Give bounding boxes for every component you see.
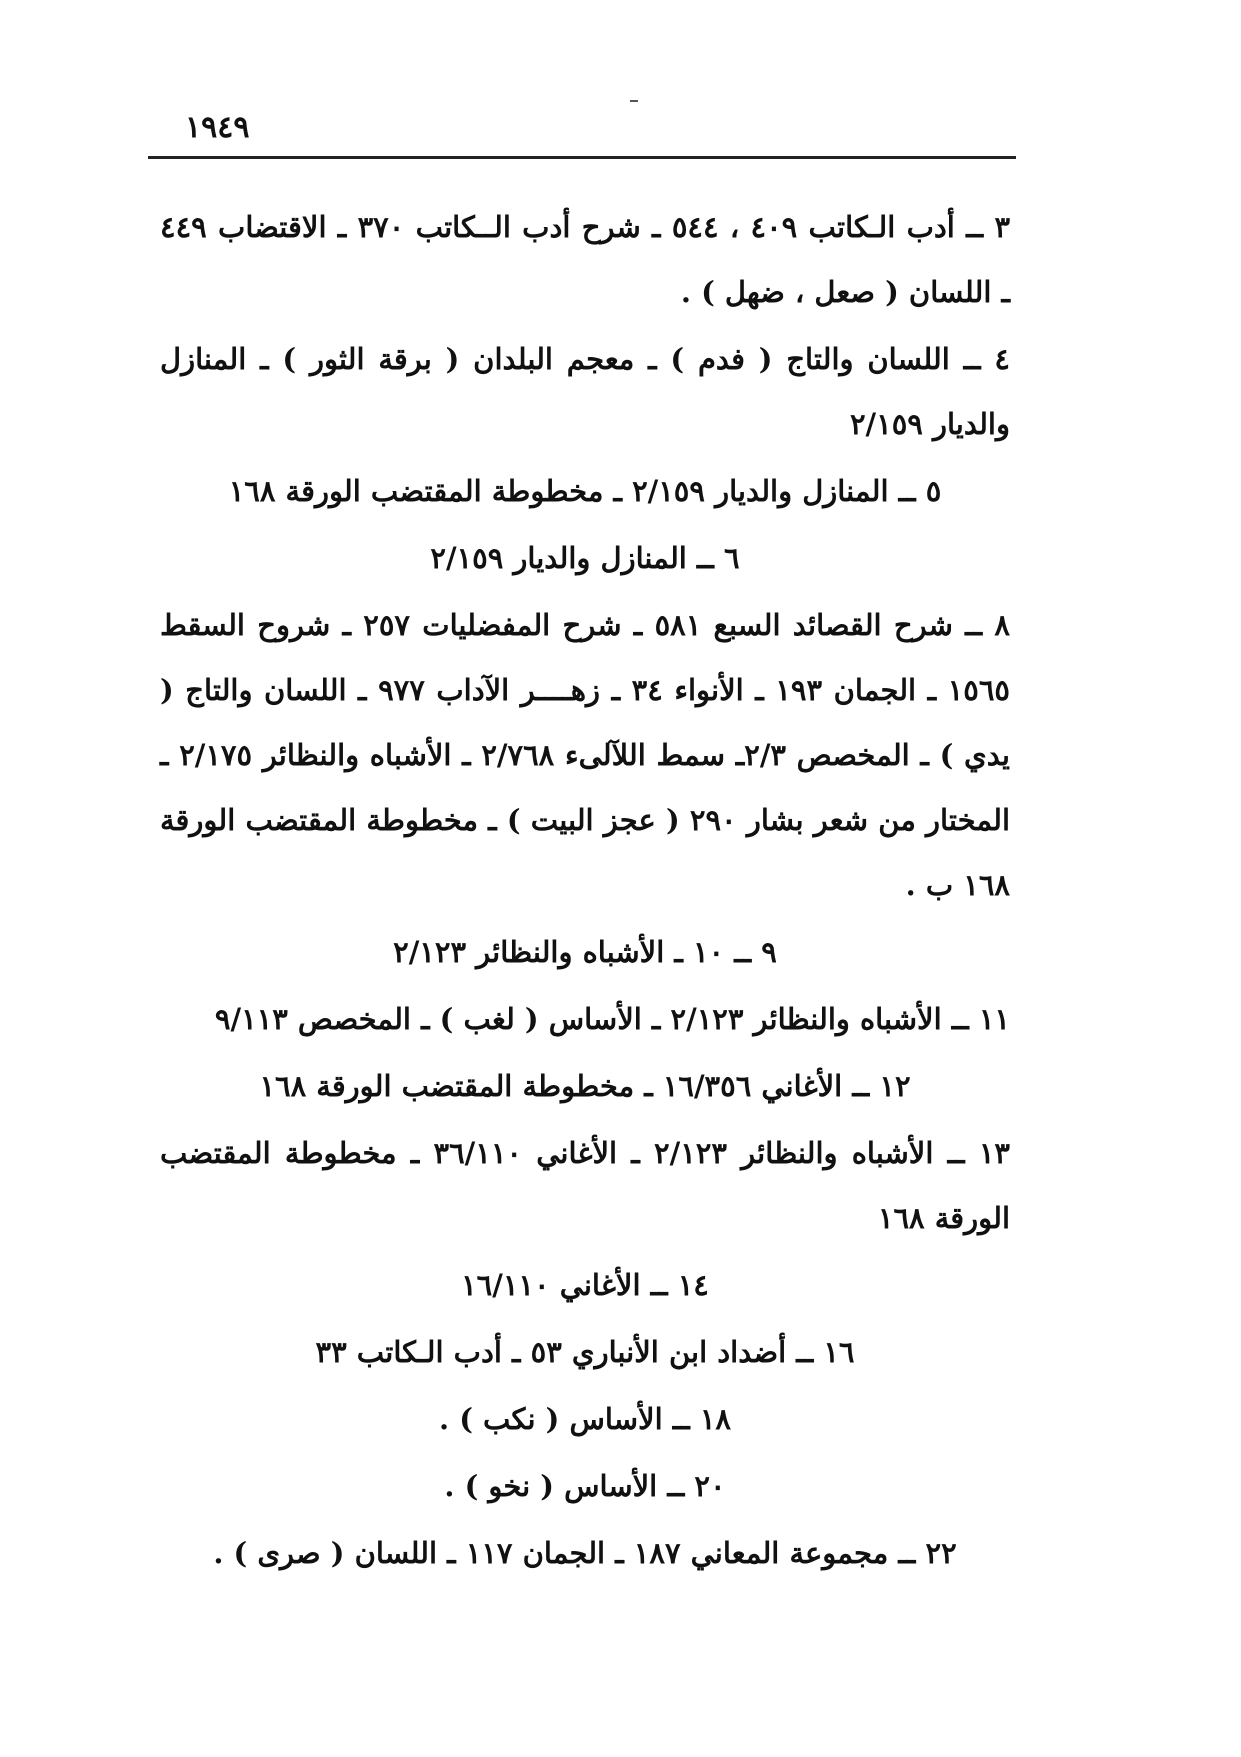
footnote-18: ١٨ ــ الأساس ( نكب ) .	[439, 1402, 731, 1436]
footnote-5: ٥ ــ المنازل والديار ٢/١٥٩ ـ مخطوطة المقتضب الورقة ١٦٨	[228, 474, 942, 508]
footnote-8: ٨ ــ شرح القصائد السبع ٥٨١ ـ شرح المفضليات ٢٥٧ ـ شروح السقط ١٥٦٥ ـ الجمان ١٩٣ ـ الأنواء ٣٤ ـ زهــــر الآداب ٩٧٧ ـ اللسان والتاج ( يدي ) ـ المخصص ٢/٣ـ سمط اللآلىء ٢/٧٦٨ ـ الأشباه والنظائر ٢/١٧٥ ـ المختار من شعر بشار ٢٩٠ ( عجز البيت ) ـ مخطوطة المقتضب الورقة ١٦٨ ب .	[160, 608, 1011, 902]
footnotes-body	[160, 195, 1010, 1588]
footnote-9-10: ٩ ــ ١٠ ـ الأشباه والنظائر ٢/١٢٣	[393, 935, 777, 969]
footnote-22: ٢٢ ــ مجموعة المعاني ١٨٧ ـ الجمان ١١٧ ـ اللسان ( صرى ) .	[213, 1536, 957, 1570]
page-number: ١٩٤٩	[185, 110, 250, 145]
footnote-13: ١٣ ــ الأشباه والنظائر ٢/١٢٣ ـ الأغاني ٣٦/١١٠ ـ مخطوطة المقتضب الورقة ١٦٨	[160, 1136, 1010, 1235]
footnote-6: ٦ ــ المنازل والديار ٢/١٥٩	[430, 541, 740, 575]
header-rule	[148, 156, 1016, 159]
scan-speck	[630, 100, 638, 102]
footnote-16: ١٦ ــ أضداد ابن الأنباري ٥٣ ـ أدب الـكاتب ٣٣	[315, 1335, 855, 1369]
footnote-20: ٢٠ ــ الأساس ( نخو ) .	[444, 1469, 726, 1503]
footnote-12: ١٢ ــ الأغاني ١٦/٣٥٦ ـ مخطوطة المقتضب الورقة ١٦٨	[259, 1069, 911, 1103]
footnote-3: ٣ ــ أدب الـكاتب ٤٠٩ ، ٥٤٤ ـ شرح أدب الــكاتب ٣٧٠ ـ الاقتضاب ٤٤٩ ـ اللسان ( صعل ، ضهل ) .	[160, 210, 1011, 309]
footnote-14: ١٤ ــ الأغاني ١٦/١١٠	[461, 1268, 709, 1302]
footnote-4: ٤ ــ اللسان والتاج ( فدم ) ـ معجم البلدان ( برقة الثور ) ـ المنازل والديار ٢/١٥٩	[160, 342, 1010, 441]
footnote-11: ١١ ــ الأشباه والنظائر ٢/١٢٣ ـ الأساس ( لغب ) ـ المخصص ٩/١١٣	[214, 1002, 1010, 1036]
